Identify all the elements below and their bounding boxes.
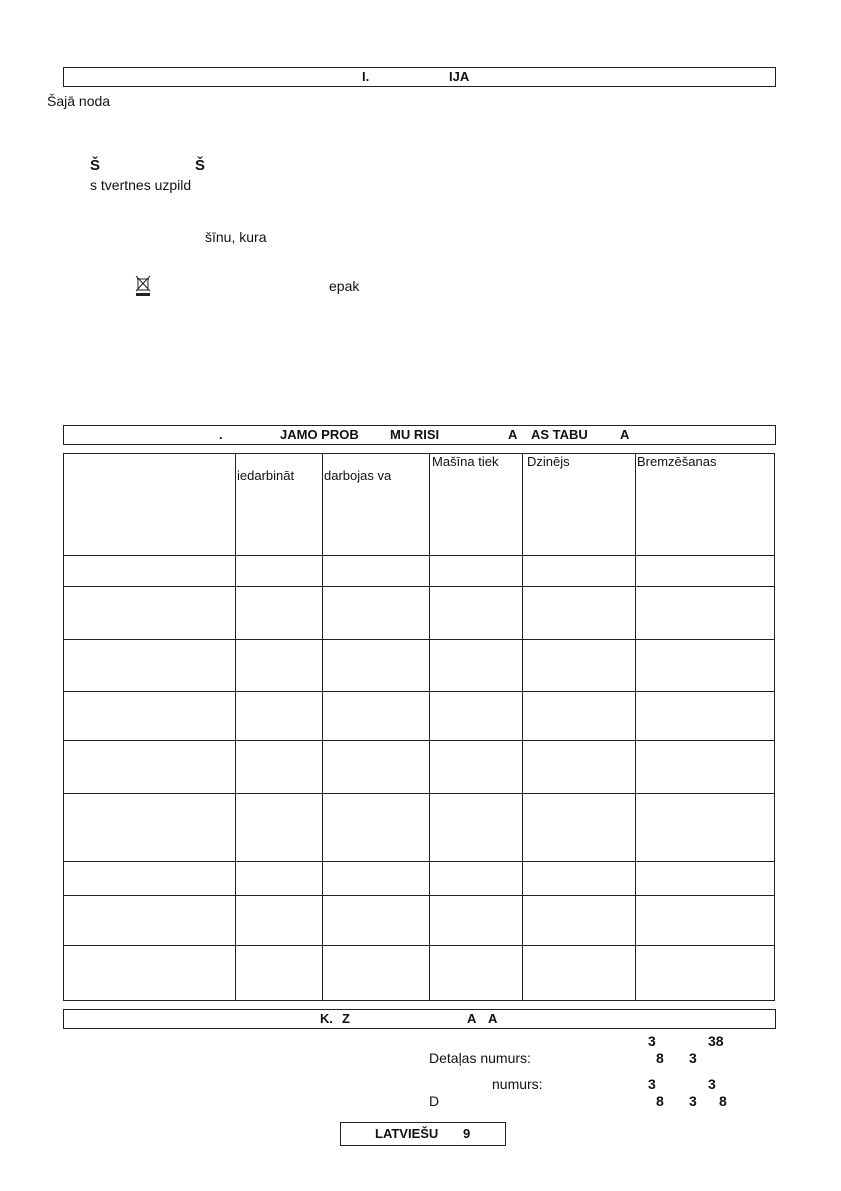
section-i-line4: epak [329, 278, 360, 294]
parts-row1-value-a: 3 [648, 1033, 656, 1049]
section-j-title-4: AS TABU [531, 427, 588, 442]
section-j-header [63, 425, 776, 445]
section-i-header [63, 67, 776, 87]
section-j-title-3: A [508, 427, 518, 442]
parts-row2-value-a: 8 [656, 1050, 664, 1066]
parts-row3-value-a: 3 [648, 1076, 656, 1092]
parts-row1-value-b: 38 [708, 1033, 724, 1049]
section-j-title-5: A [620, 427, 630, 442]
page-number: 9 [463, 1126, 471, 1141]
footer-language: LATVIEŠU [375, 1126, 439, 1141]
weee-bin-icon [135, 275, 151, 297]
table-header-start: iedarbināt [237, 468, 295, 483]
parts-row3-label: numurs: [492, 1076, 543, 1092]
parts-row4-value-c: 8 [719, 1093, 727, 1109]
section-i-line3: šīnu, kura [205, 229, 267, 245]
parts-row4-value-b: 3 [689, 1093, 697, 1109]
parts-row2-value-b: 3 [689, 1050, 697, 1066]
parts-row4-label: D [429, 1093, 440, 1109]
page-footer [340, 1122, 506, 1146]
table-header-machine: Mašīna tiek [432, 454, 499, 469]
section-k-title-2: A [467, 1011, 477, 1026]
section-i-heading-b: Š [195, 157, 206, 174]
parts-row4-value-a: 8 [656, 1093, 664, 1109]
section-i-heading-a: Š [90, 157, 101, 174]
section-i-title: IJA [449, 69, 470, 84]
section-i-line2: s tvertnes uzpild [90, 177, 192, 193]
table-header-braking: Bremzēšanas [637, 454, 717, 469]
section-k-number: K. [320, 1011, 333, 1026]
parts-row3-value-b: 3 [708, 1076, 716, 1092]
section-j-title-2: MU RISI [390, 427, 440, 442]
section-j-title-1: JAMO PROB [280, 427, 359, 442]
table-header-operation: darbojas va [324, 468, 392, 483]
section-i-number: I. [362, 69, 370, 84]
table-header-engine: Dzinējs [527, 454, 570, 469]
section-k-header [63, 1009, 776, 1029]
parts-row2-label: Detaļas numurs: [429, 1050, 531, 1066]
troubleshooting-table [63, 453, 775, 1001]
section-i-line1: Šajā noda [47, 93, 111, 109]
section-k-title-1: Z [342, 1011, 350, 1026]
section-j-number: . [219, 427, 223, 442]
section-k-title-3: A [488, 1011, 498, 1026]
